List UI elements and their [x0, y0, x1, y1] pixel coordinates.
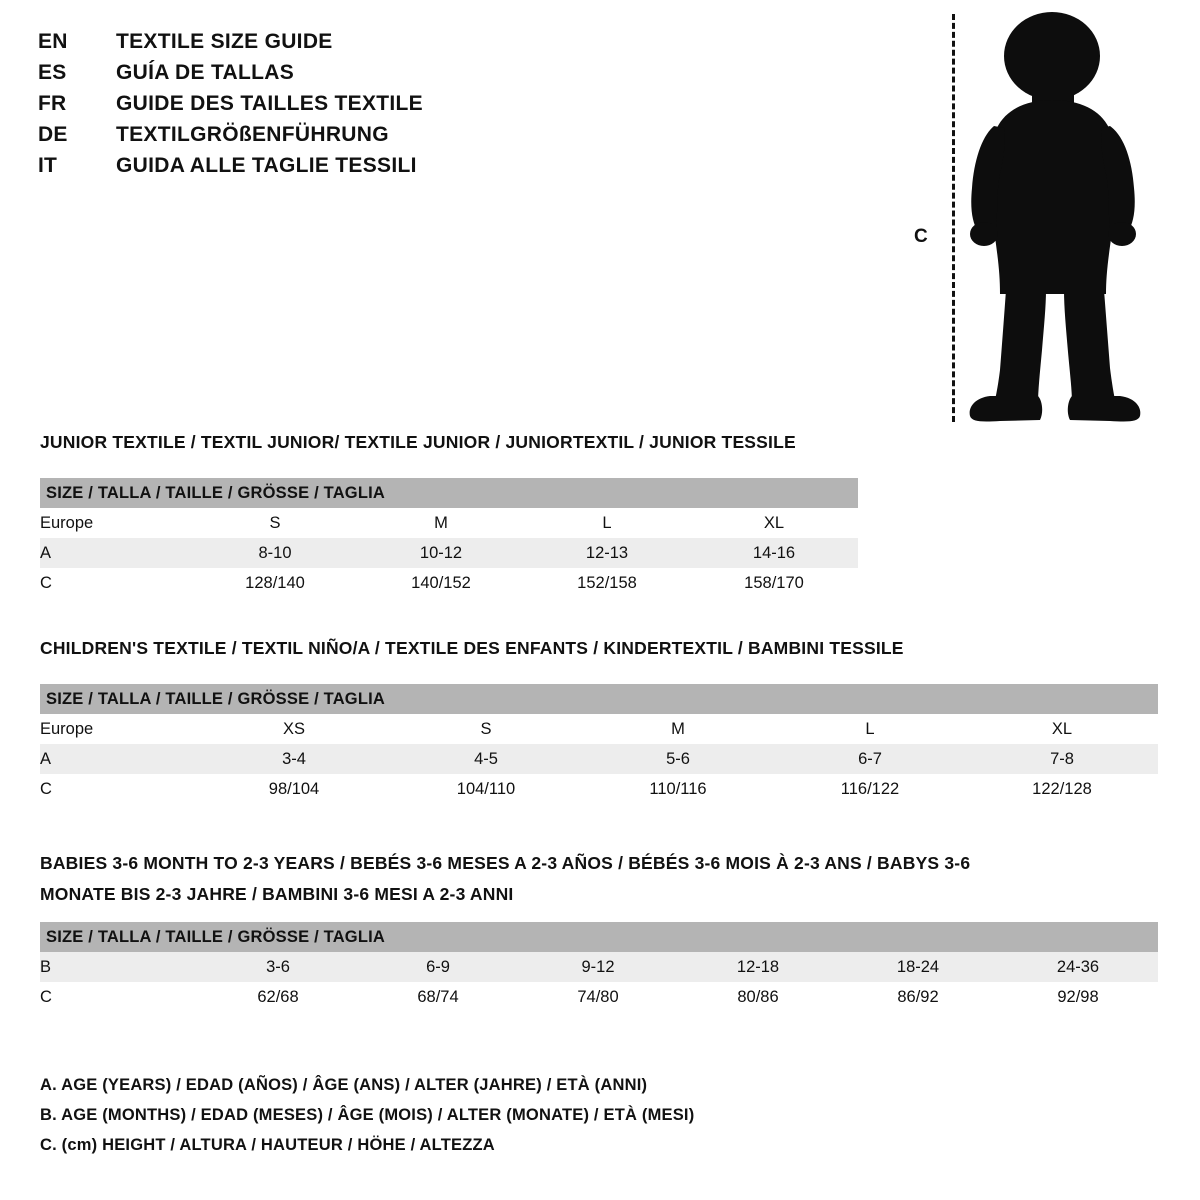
table-row — [40, 538, 858, 568]
size-cell: S — [192, 508, 358, 538]
table-cell: 18-24 — [838, 952, 998, 982]
size-cell: XL — [966, 714, 1158, 744]
table-row — [40, 952, 1158, 982]
table-row — [40, 568, 858, 598]
children-size-table — [40, 684, 1158, 804]
size-cell: L — [524, 508, 690, 538]
table-cell: 14-16 — [690, 538, 858, 568]
table-cell: 24-36 — [998, 952, 1158, 982]
table-cell: 92/98 — [998, 982, 1158, 1012]
legend-item-age-months: B. AGE (MONTHS) / EDAD (MESES) / ÂGE (MOIS) / ALTER (MONATE) / ETÀ (MESI) — [40, 1106, 695, 1124]
table-cell: 140/152 — [358, 568, 524, 598]
table-cell: 86/92 — [838, 982, 998, 1012]
size-header-cell: SIZE / TALLA / TAILLE / GRÖSSE / TAGLIA — [40, 478, 858, 508]
language-title: GUIDA ALLE TAGLIE TESSILI — [116, 154, 417, 177]
table-cell: 62/68 — [198, 982, 358, 1012]
table-row — [40, 508, 858, 538]
section-title-children: CHILDREN'S TEXTILE / TEXTIL NIÑO/A / TEXTILE DES ENFANTS / KINDERTEXTIL / BAMBINI TESSILE — [40, 638, 904, 658]
language-title: TEXTILGRÖßENFÜHRUNG — [116, 123, 389, 146]
table-header-row — [40, 922, 1158, 952]
size-header-cell: SIZE / TALLA / TAILLE / GRÖSSE / TAGLIA — [40, 684, 1158, 714]
table-row — [40, 982, 1158, 1012]
table-row — [40, 744, 1158, 774]
row-label: C — [40, 568, 192, 598]
table-cell: 9-12 — [518, 952, 678, 982]
table-cell: 10-12 — [358, 538, 524, 568]
language-title: GUÍA DE TALLAS — [116, 61, 295, 84]
language-row — [38, 154, 558, 185]
height-measure-figure — [900, 8, 1150, 428]
table-cell: 4-5 — [390, 744, 582, 774]
table-cell: 104/110 — [390, 774, 582, 804]
table-cell: 98/104 — [198, 774, 390, 804]
row-label: A — [40, 744, 198, 774]
row-label: A — [40, 538, 192, 568]
size-cell: M — [582, 714, 774, 744]
size-cell: S — [390, 714, 582, 744]
section-title-babies: BABIES 3-6 MONTH TO 2-3 YEARS / BEBÉS 3-6 MESES A 2-3 AÑOS / BÉBÉS 3-6 MOIS À 2-3 ANS / BABYS 3-6 MONATE BIS 2-3 JAHRE / BAMBINI 3-6 MESI A 2-3 ANNI — [40, 853, 971, 904]
size-cell: L — [774, 714, 966, 744]
legend-item-height: C. (cm) HEIGHT / ALTURA / HAUTEUR / HÖHE / ALTEZZA — [40, 1136, 495, 1154]
language-row — [38, 30, 558, 61]
table-row — [40, 714, 1158, 744]
table-cell: 158/170 — [690, 568, 858, 598]
language-header — [38, 30, 558, 185]
region-label: Europe — [40, 714, 198, 744]
size-cell: XS — [198, 714, 390, 744]
table-cell: 3-4 — [198, 744, 390, 774]
table-cell: 12-13 — [524, 538, 690, 568]
table-header-row — [40, 478, 858, 508]
table-cell: 6-7 — [774, 744, 966, 774]
junior-size-table — [40, 478, 858, 598]
table-cell: 116/122 — [774, 774, 966, 804]
table-cell: 80/86 — [678, 982, 838, 1012]
figure-measure-label: C — [914, 226, 928, 247]
size-cell: M — [358, 508, 524, 538]
language-row — [38, 61, 558, 92]
language-title: TEXTILE SIZE GUIDE — [116, 30, 333, 53]
table-row — [40, 774, 1158, 804]
table-cell: 6-9 — [358, 952, 518, 982]
table-cell: 68/74 — [358, 982, 518, 1012]
row-label: C — [40, 982, 198, 1012]
table-cell: 8-10 — [192, 538, 358, 568]
table-cell: 12-18 — [678, 952, 838, 982]
size-header-cell: SIZE / TALLA / TAILLE / GRÖSSE / TAGLIA — [40, 922, 1158, 952]
table-header-row — [40, 684, 1158, 714]
table-cell: 74/80 — [518, 982, 678, 1012]
row-label: B — [40, 952, 198, 982]
table-cell: 122/128 — [966, 774, 1158, 804]
region-label: Europe — [40, 508, 192, 538]
language-code: IT — [38, 154, 58, 177]
language-row — [38, 123, 558, 154]
table-cell: 5-6 — [582, 744, 774, 774]
language-row — [38, 92, 558, 123]
row-label: C — [40, 774, 198, 804]
legend — [40, 1070, 694, 1160]
size-cell: XL — [690, 508, 858, 538]
table-cell: 7-8 — [966, 744, 1158, 774]
child-silhouette-icon — [960, 8, 1150, 423]
babies-size-table — [40, 922, 1158, 1012]
table-cell: 110/116 — [582, 774, 774, 804]
section-title-junior: JUNIOR TEXTILE / TEXTIL JUNIOR/ TEXTILE JUNIOR / JUNIORTEXTIL / JUNIOR TESSILE — [40, 432, 796, 452]
table-cell: 152/158 — [524, 568, 690, 598]
language-code: FR — [38, 92, 67, 115]
language-code: ES — [38, 61, 67, 84]
legend-item-age-years: A. AGE (YEARS) / EDAD (AÑOS) / ÂGE (ANS) / ALTER (JAHRE) / ETÀ (ANNI) — [40, 1076, 648, 1094]
table-cell: 128/140 — [192, 568, 358, 598]
table-cell: 3-6 — [198, 952, 358, 982]
language-code: DE — [38, 123, 68, 146]
language-code: EN — [38, 30, 68, 53]
height-dashed-line — [952, 14, 955, 422]
language-title: GUIDE DES TAILLES TEXTILE — [116, 92, 423, 115]
